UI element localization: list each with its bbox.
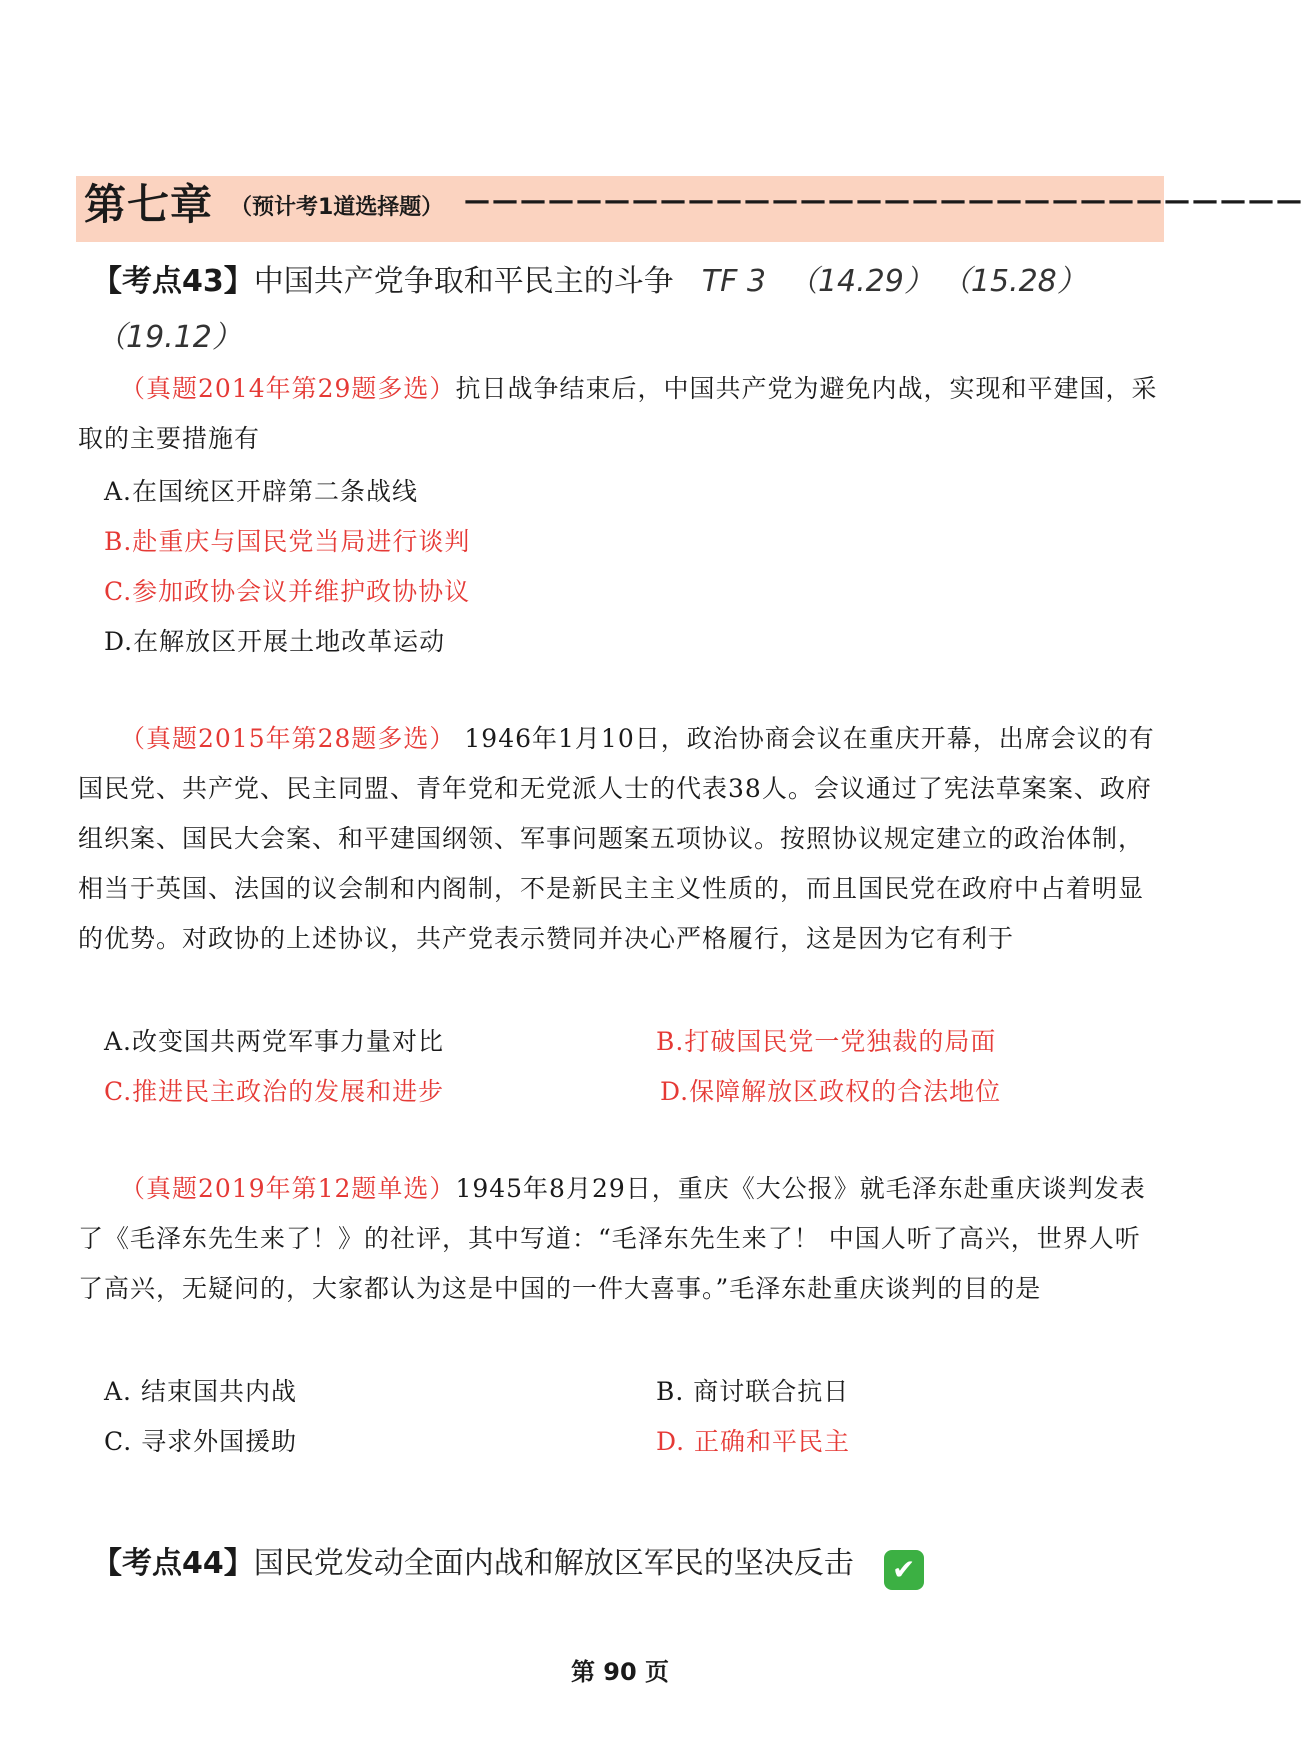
check-icon: ✔	[884, 1550, 924, 1590]
option-a: A. 结束国共内战	[104, 1377, 297, 1406]
option-c: C.推进民主政治的发展和进步	[104, 1077, 445, 1106]
option-b: B.打破国民党一党独裁的局面	[656, 1027, 997, 1056]
kaodian-ref: （15.28）	[955, 264, 1087, 299]
kaodian-label: 【考点44】	[92, 1546, 254, 1581]
option-c: C.参加政协会议并维护政协协议	[104, 577, 471, 606]
kaodian-label: 【考点43】	[92, 264, 254, 299]
question-2	[78, 714, 1163, 964]
question-source: （真题2014年第29题多选）	[120, 374, 456, 403]
kaodian-name: 中国共产党争取和平民主的斗争	[253, 264, 674, 299]
option-d: D.保障解放区政权的合法地位	[660, 1077, 1002, 1106]
kaodian-frequency: TF 3	[701, 264, 766, 299]
option-d: D.在解放区开展土地改革运动	[104, 627, 446, 656]
kaodian-43-heading	[92, 256, 1087, 300]
page-number: 第 90 页	[570, 1658, 670, 1686]
option-d: D. 正确和平民主	[656, 1427, 851, 1456]
kaodian-ref: （14.29）	[787, 264, 934, 299]
question-stem: 1945年8月29日，重庆《大公报》就毛泽东赴重庆谈判发表了《毛泽东先生来了！》的社评，其中写道：“毛泽东先生来了！ 中国人听了高兴，世界人听了高兴，无疑问的，大家都认为这是中国的一件大喜事。”毛泽东赴重庆谈判的目的是	[78, 1174, 1146, 1303]
kaodian-ref: （19.12）	[96, 320, 242, 355]
question-stem: 抗日战争结束后，中国共产党为避免内战，实现和平建国，采取的主要措施有	[78, 374, 1158, 453]
kaodian-name: 国民党发动全面内战和解放区军民的坚决反击	[253, 1546, 854, 1581]
option-c: C. 寻求外国援助	[104, 1427, 298, 1456]
question-source: （真题2015年第28题多选）	[120, 724, 456, 753]
chapter-dash-line: ——————————————————————————————	[464, 186, 1304, 216]
question-1	[78, 364, 1163, 464]
question-source: （真题2019年第12题单选）	[120, 1174, 456, 1203]
chapter-subtitle: （预计考1道选择题）	[230, 195, 444, 220]
question-stem: 1946年1月10日，政治协商会议在重庆开幕，出席会议的有国民党、共产党、民主同盟、青年党和无党派人士的代表38人。会议通过了宪法草案案、政府组织案、国民大会案、和平建国纲领、军事问题案五项协议。按照协议规定建立的政治体制，相当于英国、法国的议会制和内阁制，不是新民主主义性质的，而且国民党在政府中占着明显的优势。对政协的上述协议，共产党表示赞同并决心严格履行，这是因为它有利于	[78, 724, 1155, 953]
question-3	[78, 1164, 1163, 1314]
option-b: B. 商讨联合抗日	[656, 1377, 850, 1406]
chapter-title: 第七章	[84, 180, 214, 229]
option-b: B.赴重庆与国民党当局进行谈判	[104, 527, 471, 556]
option-a: A.在国统区开辟第二条战线	[104, 477, 419, 506]
option-a: A.改变国共两党军事力量对比	[104, 1027, 445, 1056]
kaodian-44-heading	[92, 1538, 924, 1590]
